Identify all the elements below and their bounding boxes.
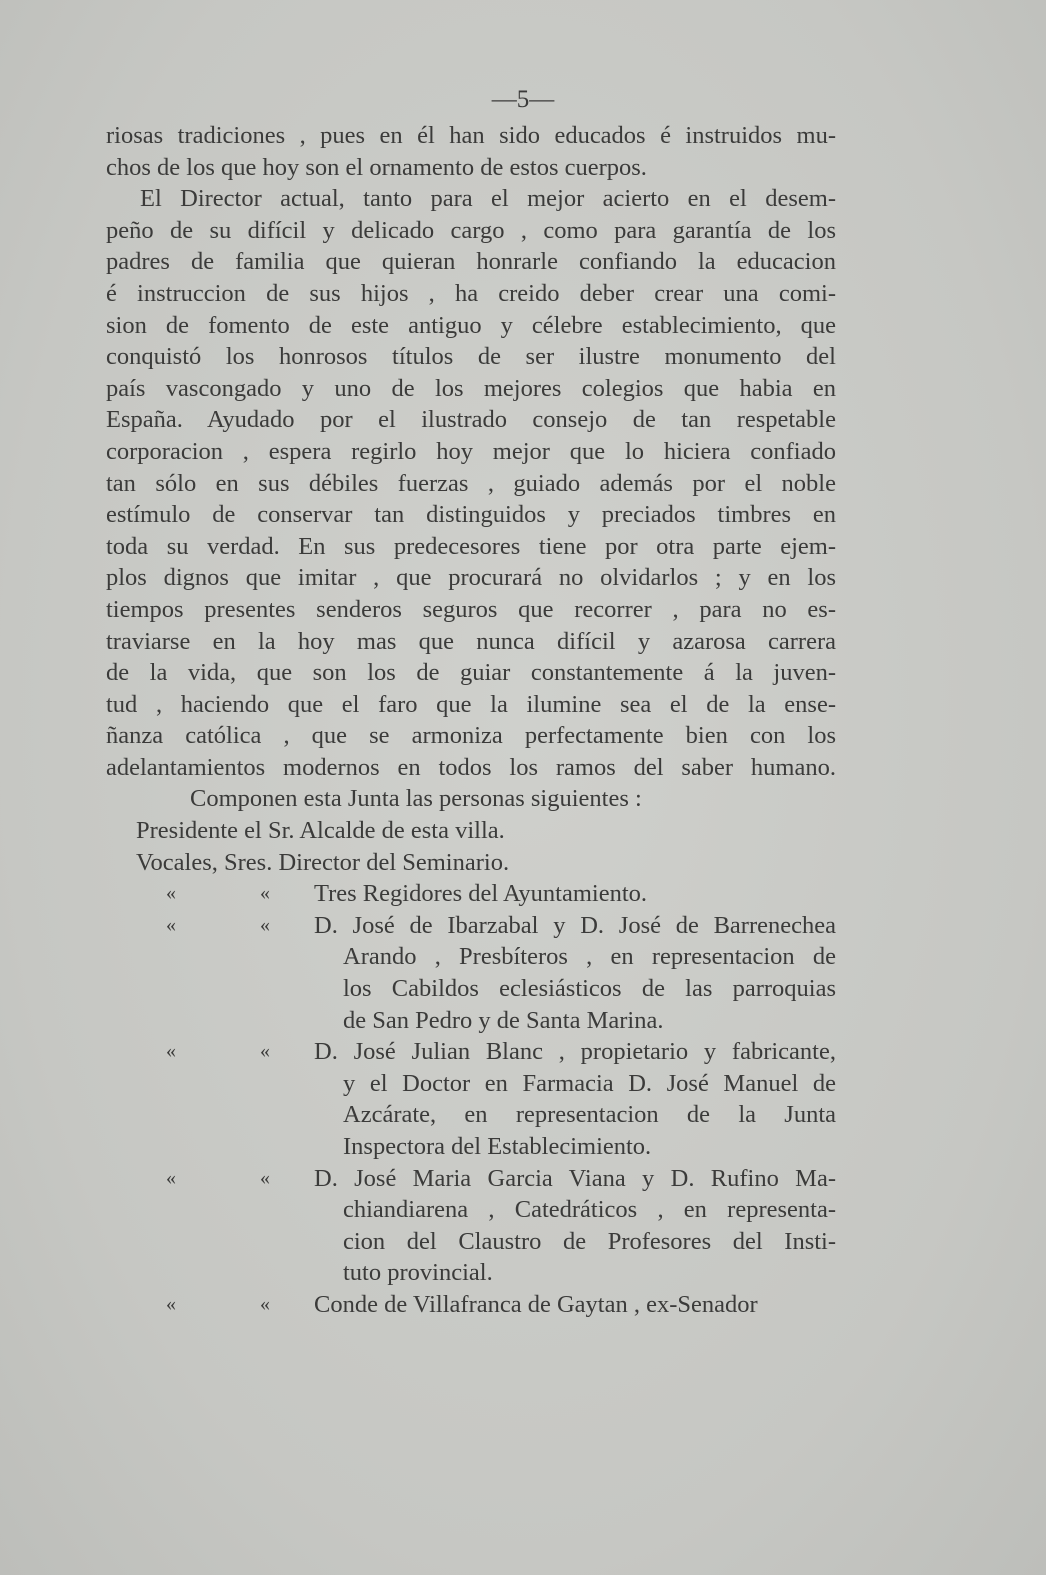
- ditto-mark: «: [166, 1040, 176, 1063]
- entry-text: y el Doctor en Farmacia D. José Manuel de: [343, 1069, 836, 1097]
- ditto-mark: «: [166, 882, 176, 905]
- text-line: conquistó los honrosos títulos de ser ilustre monumento del: [106, 343, 836, 371]
- entry-text: Tres Regidores del Ayuntamiento.: [314, 880, 648, 908]
- member-entry-continuation: [106, 1194, 836, 1226]
- member-entry-continuation: [106, 1099, 836, 1131]
- entry-text: D. José Julian Blanc , propietario y fabricante,: [314, 1038, 836, 1066]
- ditto-mark: «: [166, 1166, 176, 1189]
- text-line: sion de fomento de este antiguo y célebre establecimiento, que: [106, 311, 836, 339]
- member-entry-continuation: [106, 1226, 836, 1258]
- body-text: [106, 120, 836, 1321]
- member-entry: [106, 1036, 836, 1068]
- entry-text: D. José Maria Garcia Viana y D. Rufino Ma-: [314, 1164, 836, 1192]
- ditto-mark: «: [260, 1166, 270, 1189]
- entry-text: tuto provincial.: [343, 1259, 493, 1287]
- member-entry-continuation: [106, 1131, 836, 1163]
- text-line: riosas tradiciones , pues en él han sido educados é instruidos mu-: [106, 122, 836, 149]
- text-line: país vascongado y uno de los mejores colegios que habia en: [106, 374, 836, 402]
- entry-text: Arando , Presbíteros , en representacion de: [343, 943, 836, 971]
- entry-text: cion del Claustro de Profesores del Insti-: [343, 1227, 836, 1255]
- text-line: ñanza católica , que se armoniza perfectamente bien con los: [106, 722, 836, 750]
- text-line: traviarse en la hoy mas que nunca difícil y azarosa carrera: [106, 627, 836, 655]
- text-line: España. Ayudado por el ilustrado consejo de tan respetable: [106, 406, 836, 434]
- text-line: toda su verdad. En sus predecesores tiene por otra parte ejem-: [106, 532, 836, 560]
- ditto-mark: «: [166, 1292, 176, 1315]
- entry-text: Conde de Villafranca de Gaytan , ex-Senador: [314, 1290, 758, 1318]
- entry-text: Inspectora del Establecimiento.: [343, 1133, 652, 1160]
- text-line: padres de familia que quieran honrarle confiando la educacion: [106, 248, 836, 276]
- text-line: corporacion , espera regirlo hoy mejor que lo hiciera confiado: [106, 437, 836, 465]
- text-line: chos de los que hoy son el ornamento de estos cuerpos.: [106, 153, 647, 181]
- ditto-mark: «: [260, 882, 270, 905]
- member-entry: [106, 910, 836, 942]
- entry-text: D. José de Ibarzabal y D. José de Barrenechea: [314, 911, 836, 939]
- text-line: adelantamientos modernos en todos los ramos del saber humano.: [106, 753, 836, 781]
- member-entry-continuation: [106, 1068, 836, 1100]
- text-line: Vocales, Sres. Director del Seminario.: [136, 848, 510, 876]
- entry-text: chiandiarena , Catedráticos , en representa-: [343, 1196, 836, 1224]
- ditto-mark: «: [260, 1292, 270, 1315]
- member-entry-continuation: [106, 1257, 836, 1289]
- member-entry-continuation: [106, 1005, 836, 1037]
- member-entry-continuation: [106, 941, 836, 973]
- member-entry: [106, 878, 836, 910]
- text-line: é instruccion de sus hijos , ha creido deber crear una comi-: [106, 279, 836, 307]
- ditto-mark: «: [260, 1040, 270, 1063]
- ditto-mark: «: [260, 913, 270, 936]
- member-entry: [106, 1289, 836, 1321]
- text-line: El Director actual, tanto para el mejor acierto en el desem-: [140, 185, 836, 213]
- text-line: plos dignos que imitar , que procurará no olvidarlos ; y en los: [106, 564, 836, 592]
- text-line: de la vida, que son los de guiar constantemente á la juven-: [106, 659, 836, 687]
- text-line: tan sólo en sus débiles fuerzas , guiado además por el noble: [106, 469, 836, 497]
- text-line: tiempos presentes senderos seguros que recorrer , para no es-: [106, 595, 836, 623]
- entry-text: de San Pedro y de Santa Marina.: [343, 1006, 664, 1034]
- page-number: —5—: [491, 86, 555, 113]
- text-line: Presidente el Sr. Alcalde de esta villa.: [136, 817, 505, 845]
- text-line: peño de su difícil y delicado cargo , como para garantía de los: [106, 216, 836, 244]
- text-line: tud , haciendo que el faro que la ilumine sea el de la ense-: [106, 690, 836, 718]
- text-line: Componen esta Junta las personas siguientes :: [190, 785, 642, 813]
- entry-text: los Cabildos eclesiásticos de las parroquias: [343, 975, 836, 1003]
- ditto-mark: «: [166, 913, 176, 936]
- member-entry-continuation: [106, 973, 836, 1005]
- entry-text: Azcárate, en representacion de la Junta: [343, 1101, 836, 1129]
- member-entry: [106, 1163, 836, 1195]
- text-line: estímulo de conservar tan distinguidos y preciados timbres en: [106, 501, 836, 529]
